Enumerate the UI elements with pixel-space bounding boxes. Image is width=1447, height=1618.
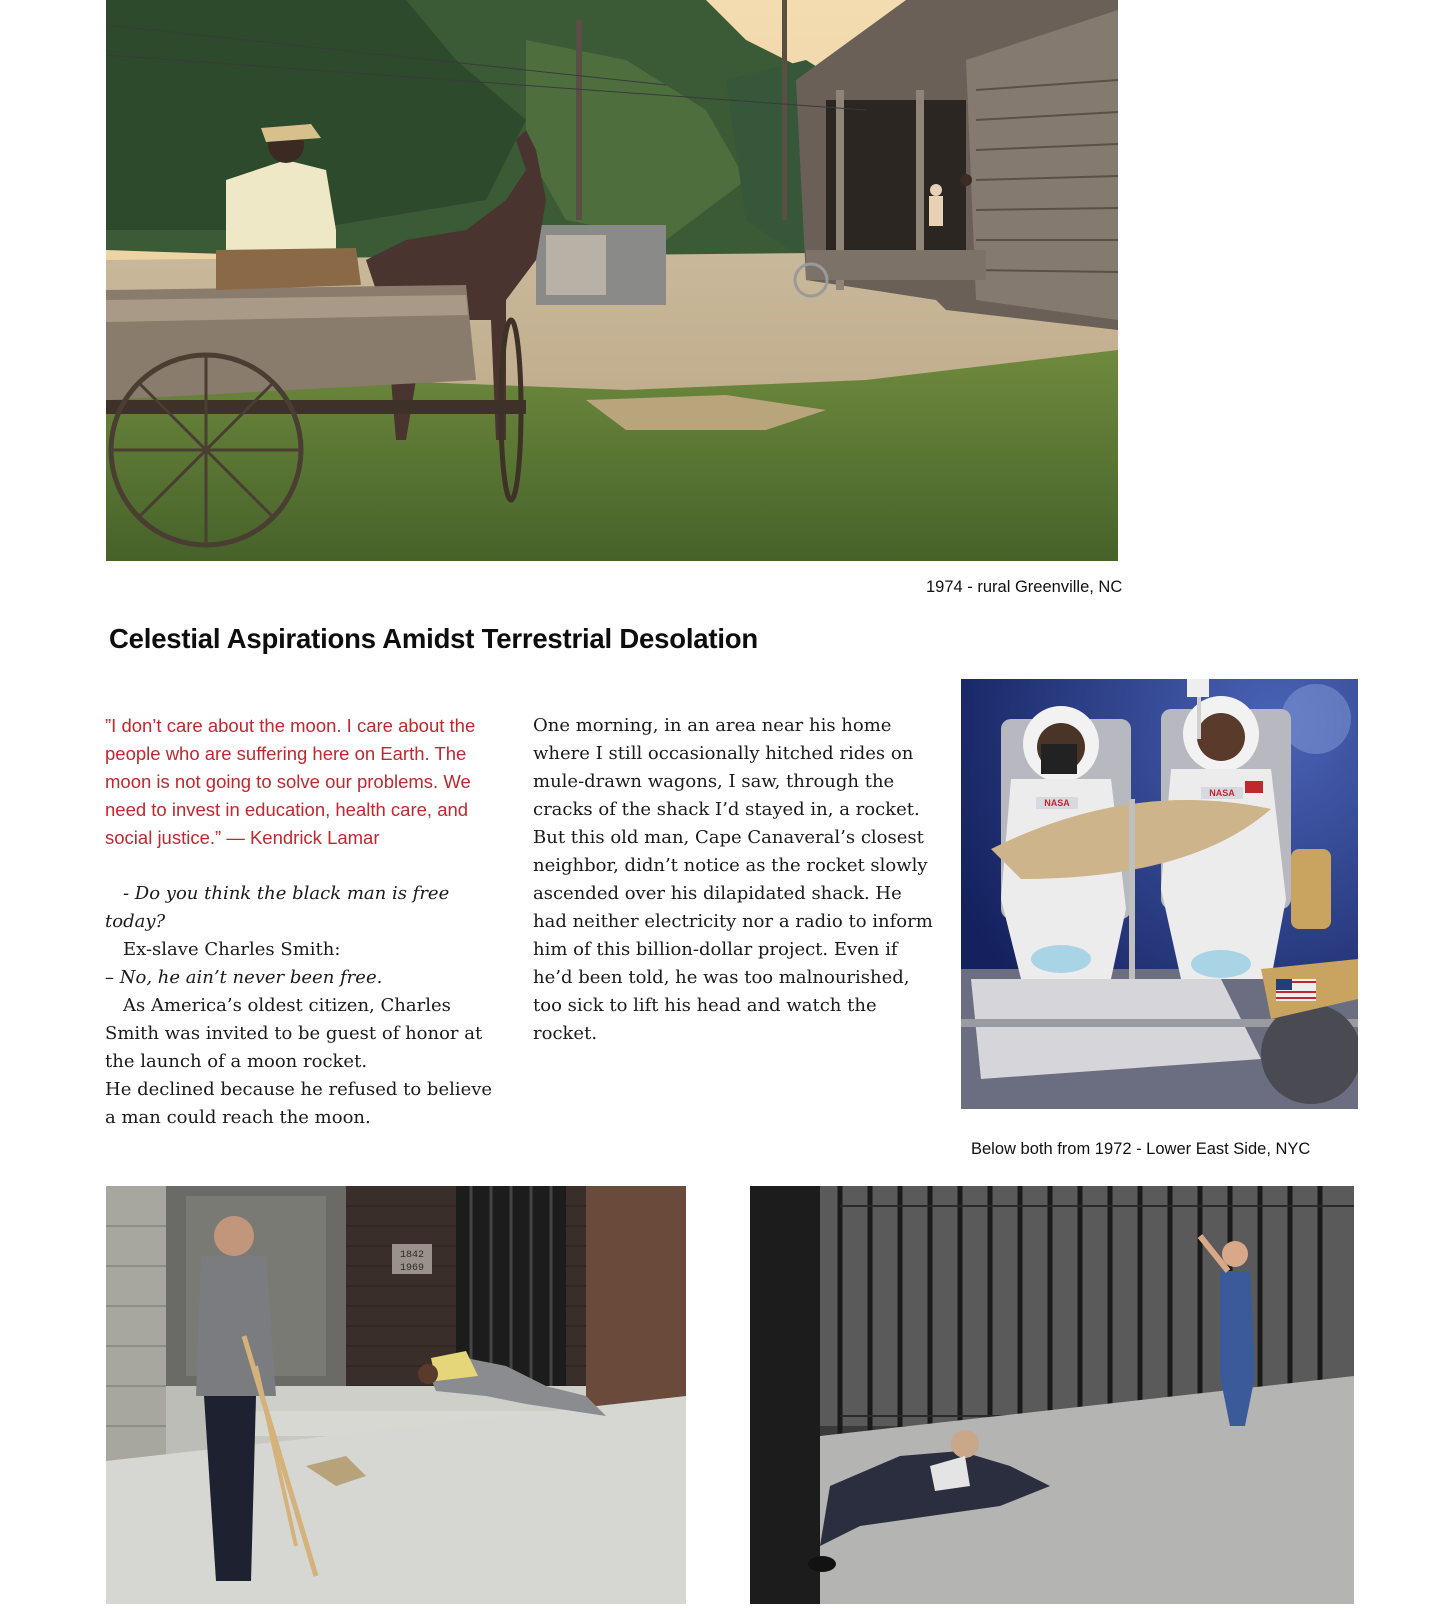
nasa-label-left: NASA: [1044, 798, 1070, 808]
rocket-story-paragraph: One morning, in an area near his home where I still occasionally hitched rides on mule-drawn wagons, I saw, through the cracks of the shack I’d stayed in, a rocket. But this old man, Cape Canaveral’s closest neighbor, didn’t notice as the rocket slowly ascended over his dilapidated shack. He had neither electricity nor a radio to inform him of this billion-dollar project. Even if he’d been told, he was too malnourished, too sick to lift his head and watch the rocket.: [533, 715, 933, 1044]
dialogue-question: - Do you think the black man is free today?: [105, 883, 450, 932]
building-number-1969: 1969: [399, 1263, 425, 1274]
crutches-man-photo: [106, 1186, 686, 1604]
nyc-photos-caption: Below both from 1972 - Lower East Side, NYC: [971, 1140, 1311, 1158]
article-headline: Celestial Aspirations Amidst Terrestrial Desolation: [109, 623, 758, 654]
kendrick-lamar-quote: ”I don’t care about the moon. I care about the people who are suffering here on Earth. The moon is not going to solve our problems. We need to invest in education, health care, and social justice.” — Kendrick Lamar: [105, 715, 476, 848]
dialogue-column: [105, 880, 505, 1132]
dialogue-answer-dash: –: [105, 967, 120, 988]
nasa-label-right: NASA: [1209, 788, 1235, 798]
top-photo-caption: 1974 - rural Greenville, NC: [926, 578, 1123, 596]
dialogue-answer: No, he ain’t never been free.: [119, 967, 383, 988]
moon-disbelief-paragraph: He declined because he refused to believe a man could reach the moon.: [105, 1079, 493, 1128]
building-number-1842: 1842: [399, 1250, 425, 1261]
dialogue-answer-line: [105, 964, 505, 992]
astronaut-display-photo: [961, 679, 1358, 1109]
dialogue-speaker: Ex-slave Charles Smith:: [123, 939, 341, 960]
charles-smith-paragraph: As America’s oldest citizen, Charles Smith was invited to be guest of honor at the launch of a moon rocket.: [105, 995, 483, 1072]
gate-boy-photo: [750, 1186, 1354, 1604]
rural-greenville-photo: [106, 0, 1118, 561]
